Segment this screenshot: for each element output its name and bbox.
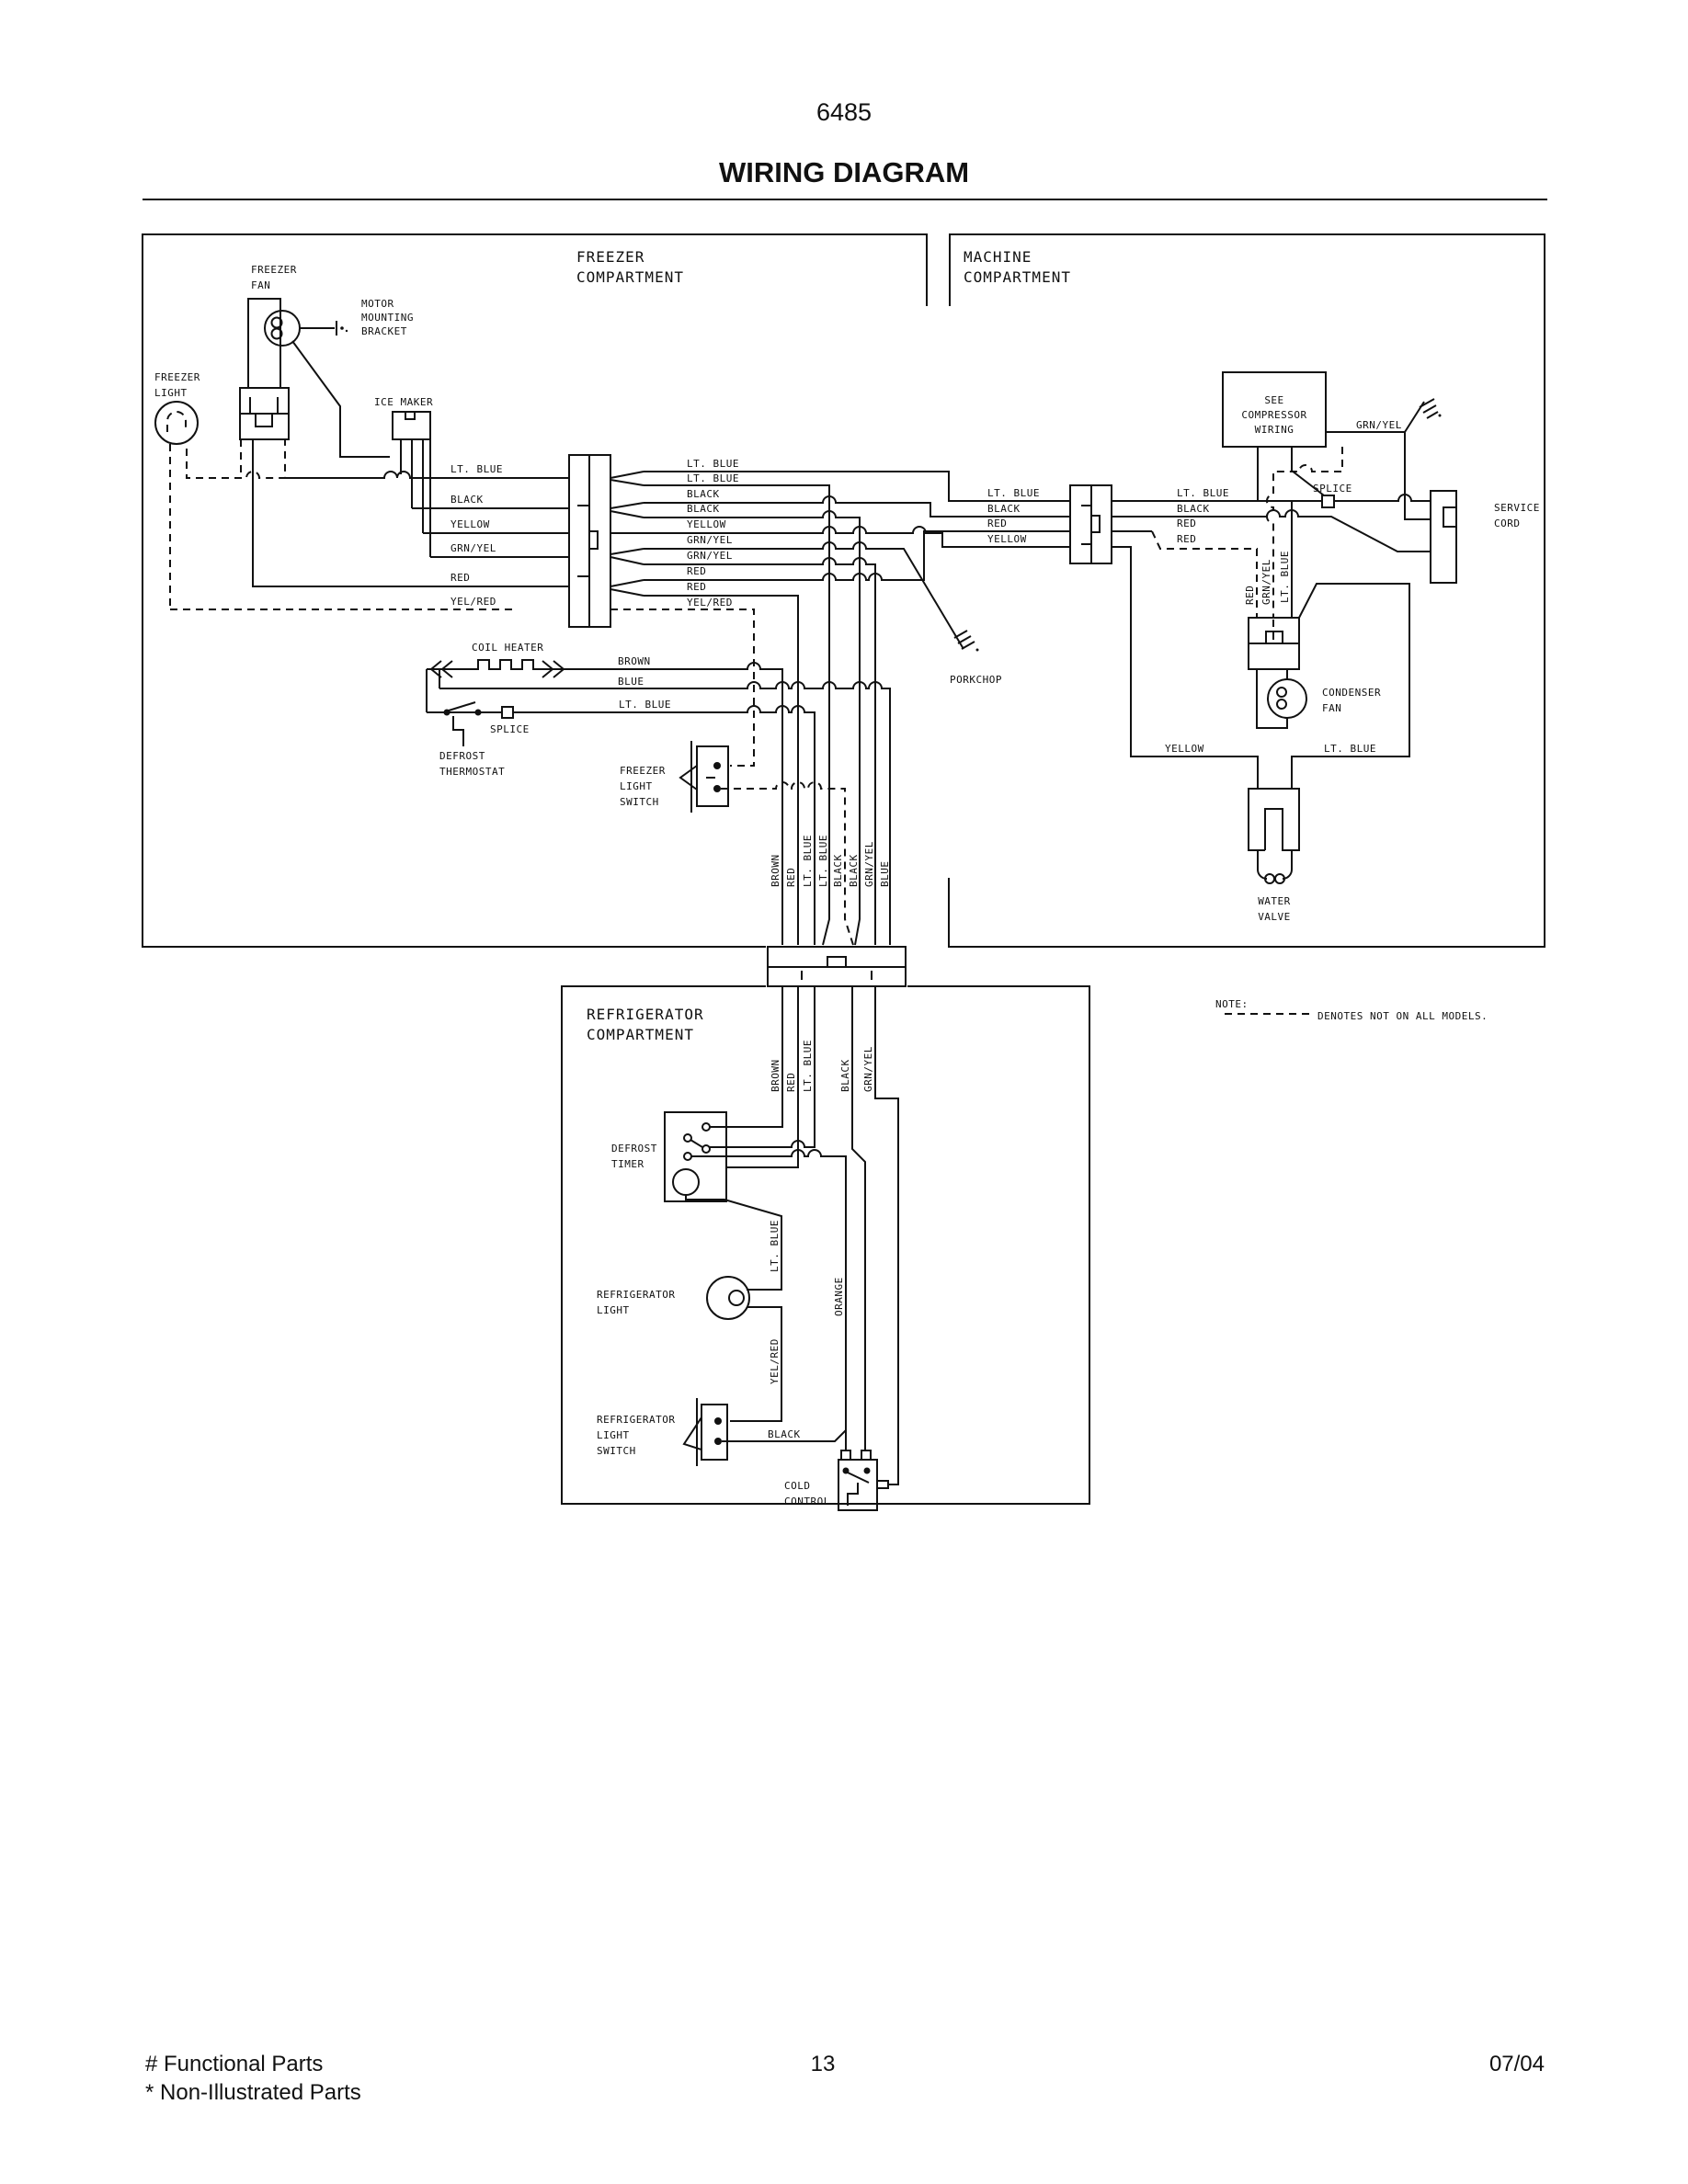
refrigerator-light [597,1277,781,1421]
svg-text:BROWN: BROWN [770,1059,781,1092]
svg-text:RED: RED [987,518,1008,529]
svg-text:LT. BLUE: LT. BLUE [987,487,1040,499]
freezer-compartment [154,248,1070,945]
svg-text:WIRING: WIRING [1254,424,1295,436]
lt-blue-label: LT. BLUE [1324,743,1376,755]
svg-text:LT. BLUE: LT. BLUE [687,472,739,484]
splice-icon [502,707,513,718]
svg-text:LT. BLUE: LT. BLUE [687,458,739,470]
svg-text:LT. BLUE: LT. BLUE [817,835,829,887]
svg-text:LT. BLUE: LT. BLUE [769,1220,781,1272]
svg-text:BLACK: BLACK [451,494,484,506]
run-brown-timer [710,986,782,1127]
wire-lt-blue-bus [285,472,569,478]
splice-machine [1313,483,1352,507]
svg-text:CONDENSER: CONDENSER [1322,687,1382,699]
svg-text:YELLOW: YELLOW [687,518,726,530]
svg-text:RED: RED [687,581,707,593]
timer-motor-icon [673,1169,699,1195]
part-number: 6485 [815,98,873,126]
run-lt-blue-cord [1112,495,1431,501]
svg-text:COMPARTMENT: COMPARTMENT [964,268,1071,286]
svg-text:BROWN: BROWN [618,655,651,667]
svg-text:BLACK: BLACK [987,503,1021,515]
svg-text:THERMOSTAT: THERMOSTAT [439,766,506,778]
freezer-compartment-label: FREEZER [576,248,645,266]
service-cord [1431,491,1540,583]
svg-text:BLUE: BLUE [879,860,891,887]
svg-text:LIGHT: LIGHT [597,1304,630,1316]
svg-text:RED: RED [785,1072,797,1092]
machine-connector [1070,485,1112,563]
svg-text:SWITCH: SWITCH [597,1445,636,1457]
fridge-lower-labels [769,1220,845,1384]
svg-text:RED: RED [451,572,471,584]
svg-text:FREEZER: FREEZER [620,765,666,777]
svg-text:GRN/YEL: GRN/YEL [451,542,496,554]
svg-text:GRN/YEL: GRN/YEL [687,550,733,562]
refrigerator-compartment-label: REFRIGERATOR [587,1006,704,1023]
svg-text:YELLOW: YELLOW [451,518,490,530]
refrigerator-compartment [587,947,906,1510]
svg-text:LT. BLUE: LT. BLUE [802,835,814,887]
svg-text:COMPARTMENT: COMPARTMENT [587,1026,694,1043]
svg-text:BLACK: BLACK [1177,503,1210,515]
run-blue [439,682,890,945]
svg-text:GRN/YEL: GRN/YEL [863,841,875,887]
note-text: DENOTES NOT ON ALL MODELS. [1317,1010,1488,1022]
svg-text:LIGHT: LIGHT [620,780,653,792]
svg-text:BLUE: BLUE [618,676,644,688]
svg-text:BLACK: BLACK [687,488,720,500]
svg-text:COIL HEATER: COIL HEATER [472,642,544,654]
svg-text:YEL/RED: YEL/RED [769,1338,781,1384]
svg-text:COMPARTMENT: COMPARTMENT [576,268,684,286]
water-valve [1249,789,1299,923]
porkchop-label: PORKCHOP [950,674,1002,686]
svg-text:RED: RED [785,867,797,887]
svg-text:SWITCH: SWITCH [620,796,659,808]
coil-heater [427,642,575,712]
svg-text:RED: RED [1244,585,1256,605]
compressor-relay [1249,618,1299,669]
svg-text:YELLOW: YELLOW [987,533,1027,545]
black-label: BLACK [768,1428,801,1440]
condenser-fan [1257,669,1381,728]
svg-text:YEL/RED: YEL/RED [451,596,496,608]
fridge-trunk-labels [770,1040,874,1092]
svg-text:GRN/YEL: GRN/YEL [862,1046,874,1092]
svg-text:GRN/YEL: GRN/YEL [687,534,733,546]
condenser-fan-motor-icon [1268,679,1306,718]
splice-freezer [490,707,530,735]
svg-text:LIGHT: LIGHT [154,387,188,399]
refrigerator-compartment-border [562,986,1089,1504]
svg-text:MOTOR: MOTOR [361,298,394,310]
svg-text:REFRIGERATOR: REFRIGERATOR [597,1414,676,1426]
freezer-main-connector [569,455,610,627]
svg-text:ORANGE: ORANGE [833,1277,845,1316]
page-title: WIRING DIAGRAM [718,156,970,188]
run-grn-yel-cold-control [875,986,898,1484]
svg-text:BLACK: BLACK [848,854,860,887]
footer-non-illustrated-parts: * Non-Illustrated Parts [145,2080,361,2105]
yellow-label: YELLOW [1165,743,1204,755]
defrost-thermostat [439,702,505,778]
svg-text:LT. BLUE: LT. BLUE [451,463,503,475]
svg-text:LT. BLUE: LT. BLUE [619,699,671,711]
machine-compartment-label: MACHINE [964,248,1032,266]
svg-text:FAN: FAN [251,279,271,291]
grn-yel-label: GRN/YEL [1356,419,1402,431]
svg-text:WATER: WATER [1258,895,1291,907]
note-heading: NOTE: [1215,998,1249,1010]
svg-text:BLACK: BLACK [839,1059,851,1092]
svg-text:DEFROST: DEFROST [439,750,485,762]
svg-text:FREEZER: FREEZER [251,264,297,276]
motor-mounting-bracket [361,298,414,337]
svg-text:BLACK: BLACK [687,503,720,515]
run-red-2 [644,596,798,945]
freezer-fan-motor-icon [265,311,300,346]
svg-text:SERVICE: SERVICE [1494,502,1540,514]
svg-text:RED: RED [687,565,707,577]
footer-page-number: 13 [810,2052,836,2076]
svg-text:SPLICE: SPLICE [1313,483,1352,495]
svg-text:REFRIGERATOR: REFRIGERATOR [597,1289,676,1301]
freezer-light [154,371,285,609]
defrost-timer [611,1112,846,1450]
svg-text:MOUNTING: MOUNTING [361,312,414,324]
svg-text:BLACK: BLACK [832,854,844,887]
footer-functional-parts: # Functional Parts [145,2052,324,2076]
svg-text:BRACKET: BRACKET [361,325,407,337]
svg-text:RED: RED [1177,533,1197,545]
svg-text:BROWN: BROWN [770,854,781,887]
connector-fanout [610,472,644,596]
svg-text:DEFROST: DEFROST [611,1143,657,1155]
footer-date: 07/04 [1488,2052,1545,2076]
svg-text:LT. BLUE: LT. BLUE [802,1040,814,1092]
svg-text:GRN/YEL: GRN/YEL [1260,559,1272,605]
svg-text:TIMER: TIMER [611,1158,644,1170]
svg-text:YEL/RED: YEL/RED [687,597,733,609]
svg-text:CORD: CORD [1494,518,1521,529]
refrigerator-light-switch [597,1398,846,1466]
note [1215,998,1488,1022]
svg-text:ICE MAKER: ICE MAKER [374,396,434,408]
cold-control [784,1450,888,1510]
refrigerator-connector [768,947,906,986]
see-compressor-wiring [1223,372,1326,501]
svg-text:COMPRESSOR: COMPRESSOR [1241,409,1307,421]
freezer-light-bulb-icon [155,402,198,444]
svg-text:FAN: FAN [1322,702,1342,714]
svg-text:LT. BLUE: LT. BLUE [1279,551,1291,603]
svg-text:CONTROL: CONTROL [784,1496,830,1507]
svg-text:COLD: COLD [784,1480,811,1492]
svg-text:SEE: SEE [1264,394,1284,406]
svg-text:LT. BLUE: LT. BLUE [1177,487,1229,499]
splice-icon [1322,495,1334,507]
run-brown [575,663,782,945]
svg-text:VALVE: VALVE [1258,911,1291,923]
svg-text:SPLICE: SPLICE [490,723,530,735]
heater-wire-labels [618,655,671,711]
svg-text:LIGHT: LIGHT [597,1429,630,1441]
header [143,98,1547,199]
run-lt-blue-heater [427,706,815,945]
machine-compartment [964,248,1540,923]
machine-vertical-labels [1244,551,1291,605]
svg-text:FREEZER: FREEZER [154,371,200,383]
svg-text:RED: RED [1177,518,1197,529]
footer [145,2052,1545,2105]
run-red-dashed [1152,531,1257,618]
